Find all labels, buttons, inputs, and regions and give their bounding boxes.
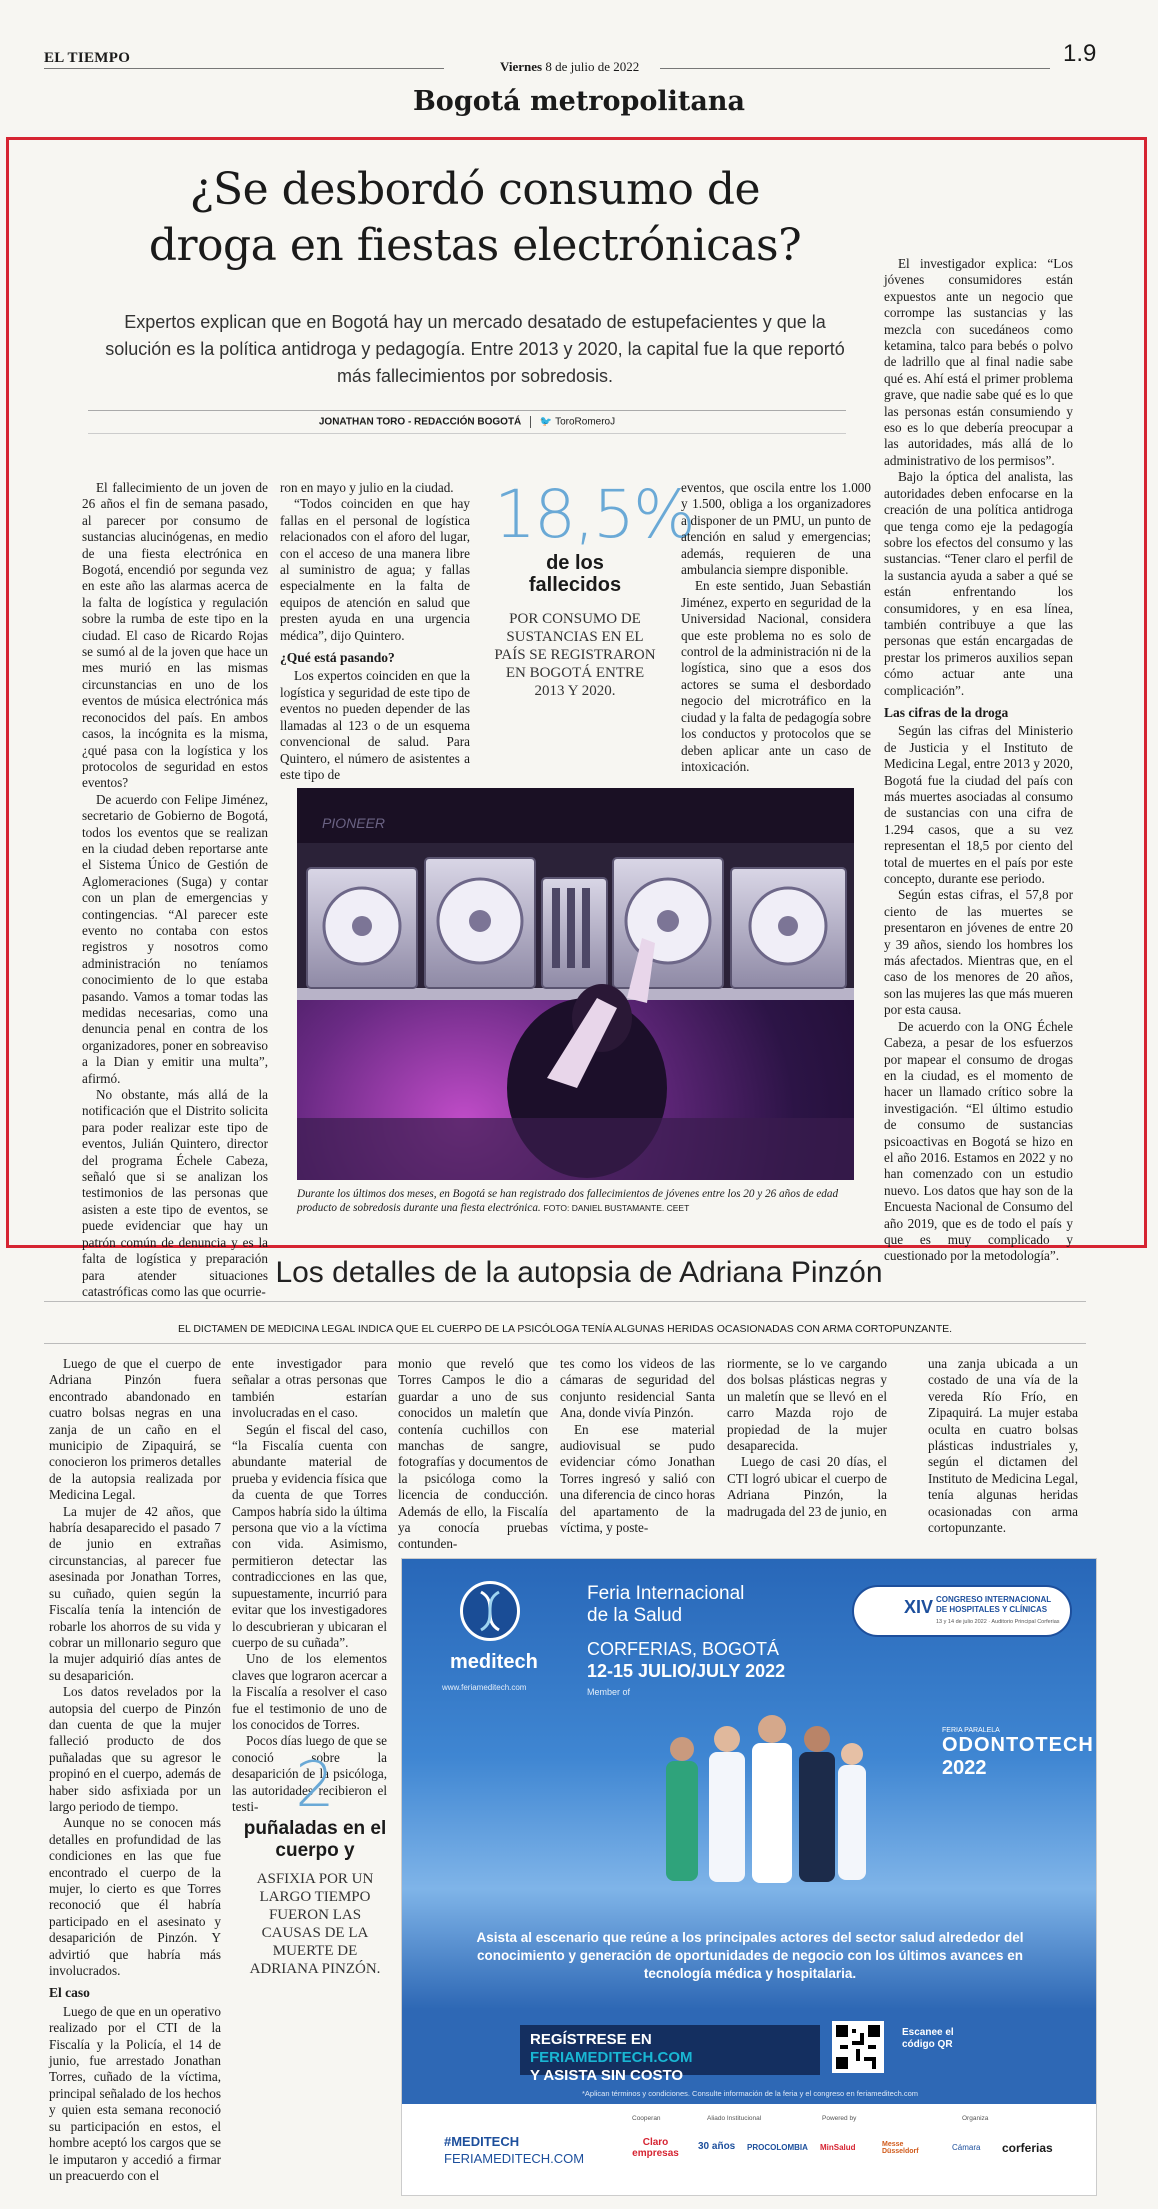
stat-box bbox=[494, 476, 694, 700]
paragraph: Uno de los elementos claves que lograron acercar a la Fiscalía a resolver el caso fue el testimonio de uno de los conocidos de Torres. bbox=[232, 1651, 387, 1732]
qr-code-icon[interactable] bbox=[832, 2021, 884, 2073]
twitter-handle[interactable]: ToroRomeroJ bbox=[555, 416, 616, 428]
twitter-icon: 🐦 bbox=[539, 416, 553, 428]
article2-column-6 bbox=[928, 1356, 1078, 1536]
doctors-illustration bbox=[652, 1709, 872, 1889]
ad-fair-title bbox=[587, 1583, 744, 1627]
paragraph: Luego de que en un operativo realizado por el CTI de la Fiscalía y la Policía, el 14 de junio, fue arrestado Jonathan Torres, cuñado de la víctima, principal señalado de los hechos y quien esta semana reconoció su participación en estos, el hombre aceptó los cargos que se le imputaron y accedió a firmar un preacuerdo con el bbox=[49, 2003, 221, 2183]
article1-deck: Expertos explican que en Bogotá hay un mercado desatado de estupefacientes y que la solución es la política antidroga y pedagogía. Entre 2013 y 2020, la capital fue la que reportó más fallecimientos por sobredosis. bbox=[105, 312, 845, 386]
stat-label: puñaladas en el cuerpo y bbox=[243, 1818, 387, 1861]
subheading: Las cifras de la droga bbox=[884, 704, 1009, 720]
paragraph: No obstante, más allá de la notificación que el Distrito solicita para poder realizar este tipo de eventos, Julián Quintero, director del programa Échele Cabeza, señaló que si se analizan los testimonios de las personas que asisten a este tipo de eventos, se puede evidenciar que hay un patrón común de denuncia y es la falta de logística y preparación para atender situaciones catastróficas como las que ocurrie- bbox=[82, 1087, 268, 1299]
subheading: ¿Qué está pasando? bbox=[280, 650, 395, 666]
article1-column-1 bbox=[82, 480, 268, 1300]
paragraph: tes como los videos de las cámaras de seguridad del conjunto residencial Santa Ana, donde vivía Pinzón. bbox=[560, 1356, 715, 1421]
headline-line-2: droga en fiestas electrónicas? bbox=[148, 220, 802, 271]
article2-column-2 bbox=[232, 1356, 387, 1815]
page-number: 1.9 bbox=[1063, 40, 1097, 67]
qr-label: Escanee el código QR bbox=[902, 2027, 954, 2050]
header-rule-left bbox=[44, 68, 444, 69]
stat-box-2 bbox=[240, 1748, 390, 1978]
fair-line-1: Feria Internacional bbox=[587, 1583, 745, 1604]
photo-credit: FOTO: DANIEL BUSTAMANTE. CEET bbox=[543, 1202, 690, 1213]
cta-prefix: REGÍSTRESE EN bbox=[530, 2031, 652, 2048]
fair-line-2: de la Salud bbox=[587, 1605, 683, 1626]
date-text: 8 de julio de 2022 bbox=[545, 59, 640, 74]
ad-site[interactable]: FERIAMEDITECH.COM bbox=[444, 2151, 585, 2166]
masthead: EL TIEMPO bbox=[44, 50, 131, 66]
paragraph: eventos, que oscila entre los 1.000 y 1.500, obliga a los organizadores a disponer de un PMU, un punto de atención en salud y emergencias; además, requieren de una ambulancia siempre disponible. bbox=[681, 480, 871, 578]
paragraph: Según las cifras del Ministerio de Justicia y el Instituto de Medicina Legal, entre 2013 y 2020, Bogotá fue la ciudad del país con más muertes asociadas al consumo de sustancias con una cifra de 1.294 casos, que a su vez representan el 18,5 por ciento del total de muertes en el país por este concepto, durante ese periodo. bbox=[884, 723, 1073, 887]
paragraph: “Todos coinciden en que hay fallas en el personal de logística relacionados con el aforo del lugar, con el acceso de una manera libre al suministro de agua; y fallas especialmente en la falta de equipos de atención en salud que presten ayuda en una urgencia médica”, dijo Quintero. bbox=[280, 496, 470, 643]
sponsor-procolombia: PROCOLOMBIA bbox=[747, 2143, 808, 2152]
ad-brand: meditech bbox=[450, 1651, 538, 1673]
article1-photo bbox=[297, 788, 854, 1180]
byline-rule-bottom bbox=[88, 433, 846, 434]
paragraph: La mujer de 42 años, que habría desaparecido el pasado 7 de junio en extrañas circunstancias, al parecer fue asesinada por Jonathan Torres, su cuñado, quien según la Fiscalía tenía la intención de robarle los ahorros de su vida y cobrar un millonario seguro que la mujer adquirió días antes de su desaparición. bbox=[49, 1503, 221, 1683]
sponsor-title-organiza: Organiza bbox=[962, 2115, 989, 2122]
cta-line-2: Y ASISTA SIN COSTO bbox=[530, 2067, 684, 2084]
ad-hashtag: #MEDITECH bbox=[444, 2134, 520, 2149]
sponsor-30-anos: 30 años bbox=[698, 2141, 736, 2152]
article2-column-1 bbox=[49, 1356, 221, 2184]
headline-line-1: ¿Se desbordó consumo de bbox=[189, 164, 761, 215]
paragraph: Los expertos coinciden en que la logística y seguridad de este tipo de eventos no pueden depender de las llamadas al 123 o de un esquema convencional de salud. Para Quintero, el número de asistentes a este tipo de bbox=[280, 668, 470, 782]
article2-headline: Los detalles de la autopsia de Adriana Pinzón bbox=[275, 1256, 883, 1289]
stat-detail: POR CONSUMO DE SUSTANCIAS EN EL PAÍS SE REGISTRARON EN BOGOTÁ ENTRE 2013 Y 2020. bbox=[494, 611, 656, 699]
article2-column-3 bbox=[398, 1356, 548, 1553]
paragraph: riormente, se lo ve cargando dos bolsas plásticas negras y un maletín que se llevó en el carro Mazda rojo de propiedad de la mujer desaparecida. bbox=[727, 1356, 887, 1454]
paragraph: ente investigador para señalar a otras personas que también estarían involucradas en el caso. bbox=[232, 1356, 387, 1421]
paragraph: monio que reveló que Torres Campos le dio a guardar a uno de sus conocidos un maletín que contenía cuchillos con manchas de sangre, fotografías y documentos de la psicóloga como la licencia de conducción. Además de ello, la Fiscalía ya conocía pruebas contunden- bbox=[398, 1356, 548, 1552]
congress-line-1: CONGRESO INTERNACIONAL bbox=[936, 1595, 1052, 1604]
byline-author: JONATHAN TORO - REDACCIÓN BOGOTÁ bbox=[318, 416, 522, 428]
sponsor-claro: Claro empresas bbox=[632, 2137, 679, 2159]
paragraph: De acuerdo con Felipe Jiménez, secretario de Gobierno de Bogotá, todos los eventos que se realizan en la ciudad deben reportarse ante el Sistema Único de Gestión de Aglomeraciones (Suga) y contar con un plan de emergencias y contingencias. “Al parecer este evento no contaba con estos registros y nosotros como administración no teníamos conocimiento de lo que estaba pasando. Vamos a tomar todas las medidas necesarias, como una denuncia penal en contra de los organizadores, poner en sobreaviso a la Dian y emitir una multa”, afirmó. bbox=[82, 791, 268, 1086]
sponsor-minsalud: MinSalud bbox=[820, 2143, 856, 2152]
ad-pitch: Asista al escenario que reúne a los principales actores del sector salud alrededor del conocimiento y generación de oportunidades de negocio con los últimos avances en tecnología médica y hospitalaria. bbox=[476, 1930, 1024, 1981]
stat-label: de los fallecidos bbox=[528, 552, 622, 596]
paragraph: Bajo la óptica del analista, las autoridades deben enfocarse en la creación de una política antidroga que tenga como eje la pedagogía sobre los efectos del consumo y las sustancias. “Tener claro el perfil de la sustancia ayuda a saber a qué se están enfrentando los consumidores, y en esa línea, también contribuye a que las personas que están encargadas de prestar los primeros auxilios sepan cómo actuar ante una complicación”. bbox=[884, 469, 1073, 698]
issue-date bbox=[500, 59, 639, 75]
stat-value: 2 bbox=[295, 1748, 335, 1821]
section-title: Bogotá metropolitana bbox=[412, 86, 746, 117]
caption-text: Durante los últimos dos meses, en Bogotá se han registrado dos fallecimientos de jóvenes entre los 20 y 26 años de edad producto de sobredosis durante una fiesta electrónica. bbox=[297, 1188, 839, 1214]
congress-title bbox=[936, 1595, 1051, 1615]
congress-dates: 13 y 14 de julio 2022 · Auditorio Principal Corferias bbox=[936, 1619, 1060, 1625]
paragraph: En este sentido, Juan Sebastián Jiménez, experto en seguridad de la Universidad Nacional, considera que este problema no es solo de control de la administración ni de la logística, sino que a esos dos actores se suma el desbordado negocio del microtráfico en la ciudad y la falta de pedagogía sobre los conductos y protocolos que se deben aplicar ante un caso de intoxicación. bbox=[681, 578, 871, 774]
article2-rule-top bbox=[44, 1301, 1086, 1302]
photo-caption bbox=[297, 1188, 857, 1215]
byline-rule-top bbox=[88, 410, 846, 411]
sponsor-title-aliado: Aliado Institucional bbox=[707, 2115, 762, 2122]
paragraph: Según estas cifras, el 57,8 por ciento de las muertes se presentaron en jóvenes de entre 20 y 39 años, siendo los hombres los más afectados. Mientras que, en el caso de los menores de 20 años, son las mujeres las que más mueren por esta causa. bbox=[884, 887, 1073, 1018]
paragraph: ron en mayo y julio en la ciudad. bbox=[280, 480, 454, 495]
paragraph: En ese material audiovisual se pudo evidenciar cómo Jonathan Torres ingresó y salió con una diferencia de cinco horas del apartamento de la víctima, y poste- bbox=[560, 1421, 715, 1536]
mixer-brand: PIONEER bbox=[322, 815, 386, 831]
paragraph: Aunque no se conocen más detalles en profundidad de las condiciones en las que fue encontrado el cuerpo de la mujer, lo cierto es que Torres reconoció que él habría participado en el asesinato y desaparición de Pinzón. Y advirtió que habría más involucrados. bbox=[49, 1815, 221, 1979]
ad-venue: CORFERIAS, BOGOTÁ bbox=[587, 1639, 780, 1659]
congress-badge bbox=[852, 1585, 1072, 1637]
stat-detail: ASFIXIA POR UN LARGO TIEMPO FUERON LAS CAUSAS DE LA MUERTE DE ADRIANA PINZÓN. bbox=[249, 1871, 381, 1977]
subheading: El caso bbox=[49, 1985, 90, 2001]
odontotech-block bbox=[942, 1727, 1094, 1780]
meditech-ad[interactable] bbox=[401, 1558, 1097, 2196]
article2-deck: EL DICTAMEN DE MEDICINA LEGAL INDICA QUE EL CUERPO DE LA PSICÓLOGA TENÍA ALGUNAS HERIDAS OCASIONADAS CON ARMA CORTOPUNZANTE. bbox=[177, 1323, 953, 1335]
article2-column-4 bbox=[560, 1356, 715, 1536]
paragraph: Según el fiscal del caso, “la Fiscalía cuenta con abundante material de prueba y evidencia física que da cuenta de que Torres Campos habría sido la última persona que vio a la víctima con vida. Asimismo, permitieron detectar las contradicciones en las que, supuestamente, incurrió para evitar que los investigadores lo descubrieran y ubicaran el cuerpo de su cuñada”. bbox=[232, 1421, 387, 1650]
article1-column-4 bbox=[884, 256, 1073, 1265]
article1-column-2 bbox=[280, 480, 470, 783]
paralela-label: FERIA PARALELA bbox=[942, 1727, 1000, 1734]
article2-column-5 bbox=[727, 1356, 887, 1520]
ad-site-small: www.feriameditech.com bbox=[442, 1683, 527, 1692]
paragraph: Los datos revelados por la autopsia del cuerpo de Pinzón dan cuenta de que la mujer falleció producto de dos puñaladas que su agresor le propinó en el cuerpo, además de haber sido asfixiada por un largo periodo de tiempo. bbox=[49, 1684, 221, 1814]
ad-terms: *Aplican términos y condiciones. Consulte información de la feria y el congreso en feriameditech.com bbox=[581, 2089, 918, 2098]
article1-column-3 bbox=[681, 480, 871, 775]
paragraph: Pocos días luego de que se conoció sobre la desaparición de la psicóloga, las autoridades recibieron el testi- bbox=[232, 1733, 388, 1814]
odontotech-year: 2022 bbox=[942, 1757, 987, 1779]
paragraph: Luego de casi 20 días, el CTI logró ubicar el cuerpo de Adriana Pinzón, la madrugada del 23 de junio, en bbox=[727, 1454, 887, 1519]
stat-value: 18,5% bbox=[494, 476, 694, 553]
header-rule-right bbox=[660, 68, 1050, 69]
sponsor-title-powered: Powered by bbox=[822, 2115, 857, 2122]
congress-number: XIV bbox=[904, 1597, 934, 1617]
cta-site[interactable]: FERIAMEDITECH.COM bbox=[530, 2049, 693, 2066]
date-weekday: Viernes bbox=[500, 59, 543, 74]
dna-logo-icon bbox=[460, 1581, 520, 1641]
article2-rule-bottom bbox=[44, 1343, 1086, 1344]
ad-member: Member of bbox=[587, 1687, 631, 1697]
congress-line-2: DE HOSPITALES Y CLÍNICAS bbox=[936, 1605, 1048, 1614]
sponsor-messe: Messe Düsseldorf bbox=[882, 2141, 919, 2155]
paragraph: una zanja ubicada a un costado de una vía de la vereda Río Frío, en Zipaquirá. La mujer estaba oculta en cuatro bolsas plásticas industriales y, según el dictamen del Instituto de Medicina Legal, tenía algunas heridas ocasionadas con arma cortopunzante. bbox=[928, 1356, 1078, 1536]
paragraph: El fallecimiento de un joven de 26 años el fin de semana pasado, al parecer por consumo de sustancias alucinógenas, en medio de una fiesta electrónica en Bogotá, encendió por segunda vez en este año las alarmas acerca de la falta de logística y regulación sobre la rumba de este tipo en la ciudad. El caso de Ricardo Rojas se sumó al de la joven que hace un mes murió en las mismas circunstancias en uno de los eventos de música electrónica más reconocidos del país. En ambos casos, la incógnita es la misma, ¿qué pasa con la logística y los protocolos de seguridad en estos eventos? bbox=[82, 480, 268, 791]
dj-scene-illustration bbox=[297, 788, 854, 1180]
register-cta[interactable] bbox=[520, 2025, 820, 2084]
odontotech-title: ODONTOTECH bbox=[942, 1734, 1094, 1756]
sponsor-camara: Cámara bbox=[952, 2143, 981, 2152]
paragraph: De acuerdo con la ONG Échele Cabeza, a pesar de los esfuerzos por mapear el consumo de drogas en la ciudad, es el momento de hacer un llamado crítico sobre la investigación. “El último estudio de consumo de sustancias psicoactivas en Bogotá se hizo en el año 2016. Estamos en 2022 y no han comenzado con un estudio nuevo. Los datos que hay son de la Encuesta Nacional de Consumo del año 2019, que es de todo el país y que es muy complicado y cuestionado por la metodología”. bbox=[884, 1018, 1073, 1264]
byline bbox=[88, 416, 846, 428]
paragraph: El investigador explica: “Los jóvenes consumidores están expuestos ante un negocio que corrompe las sustancias y las mezcla con sucedáneos como ketamina, talco para bebés o polvo de ladrillo que al final nadie sabe qué es. Ahí está el primer problema grave, que nadie sabe qué es lo que las personas están consumiendo y eso es lo que debería preocupar a las autoridades, más allá de lo administrativo de los permisos”. bbox=[884, 256, 1073, 468]
sponsor-corferias: corferias bbox=[1002, 2141, 1053, 2155]
ad-dates: 12-15 JULIO/JULY 2022 bbox=[587, 1661, 786, 1681]
sponsor-title-cooperan: Cooperan bbox=[632, 2115, 661, 2122]
article1-headline bbox=[80, 162, 870, 274]
paragraph: Luego de que el cuerpo de Adriana Pinzón fuera encontrado abandonado en cuatro bolsas negras en una zanja de un caño en el municipio de Zipaquirá, se conocieron los primeros detalles de la autopsia realizada por Medicina Legal. bbox=[49, 1356, 221, 1503]
